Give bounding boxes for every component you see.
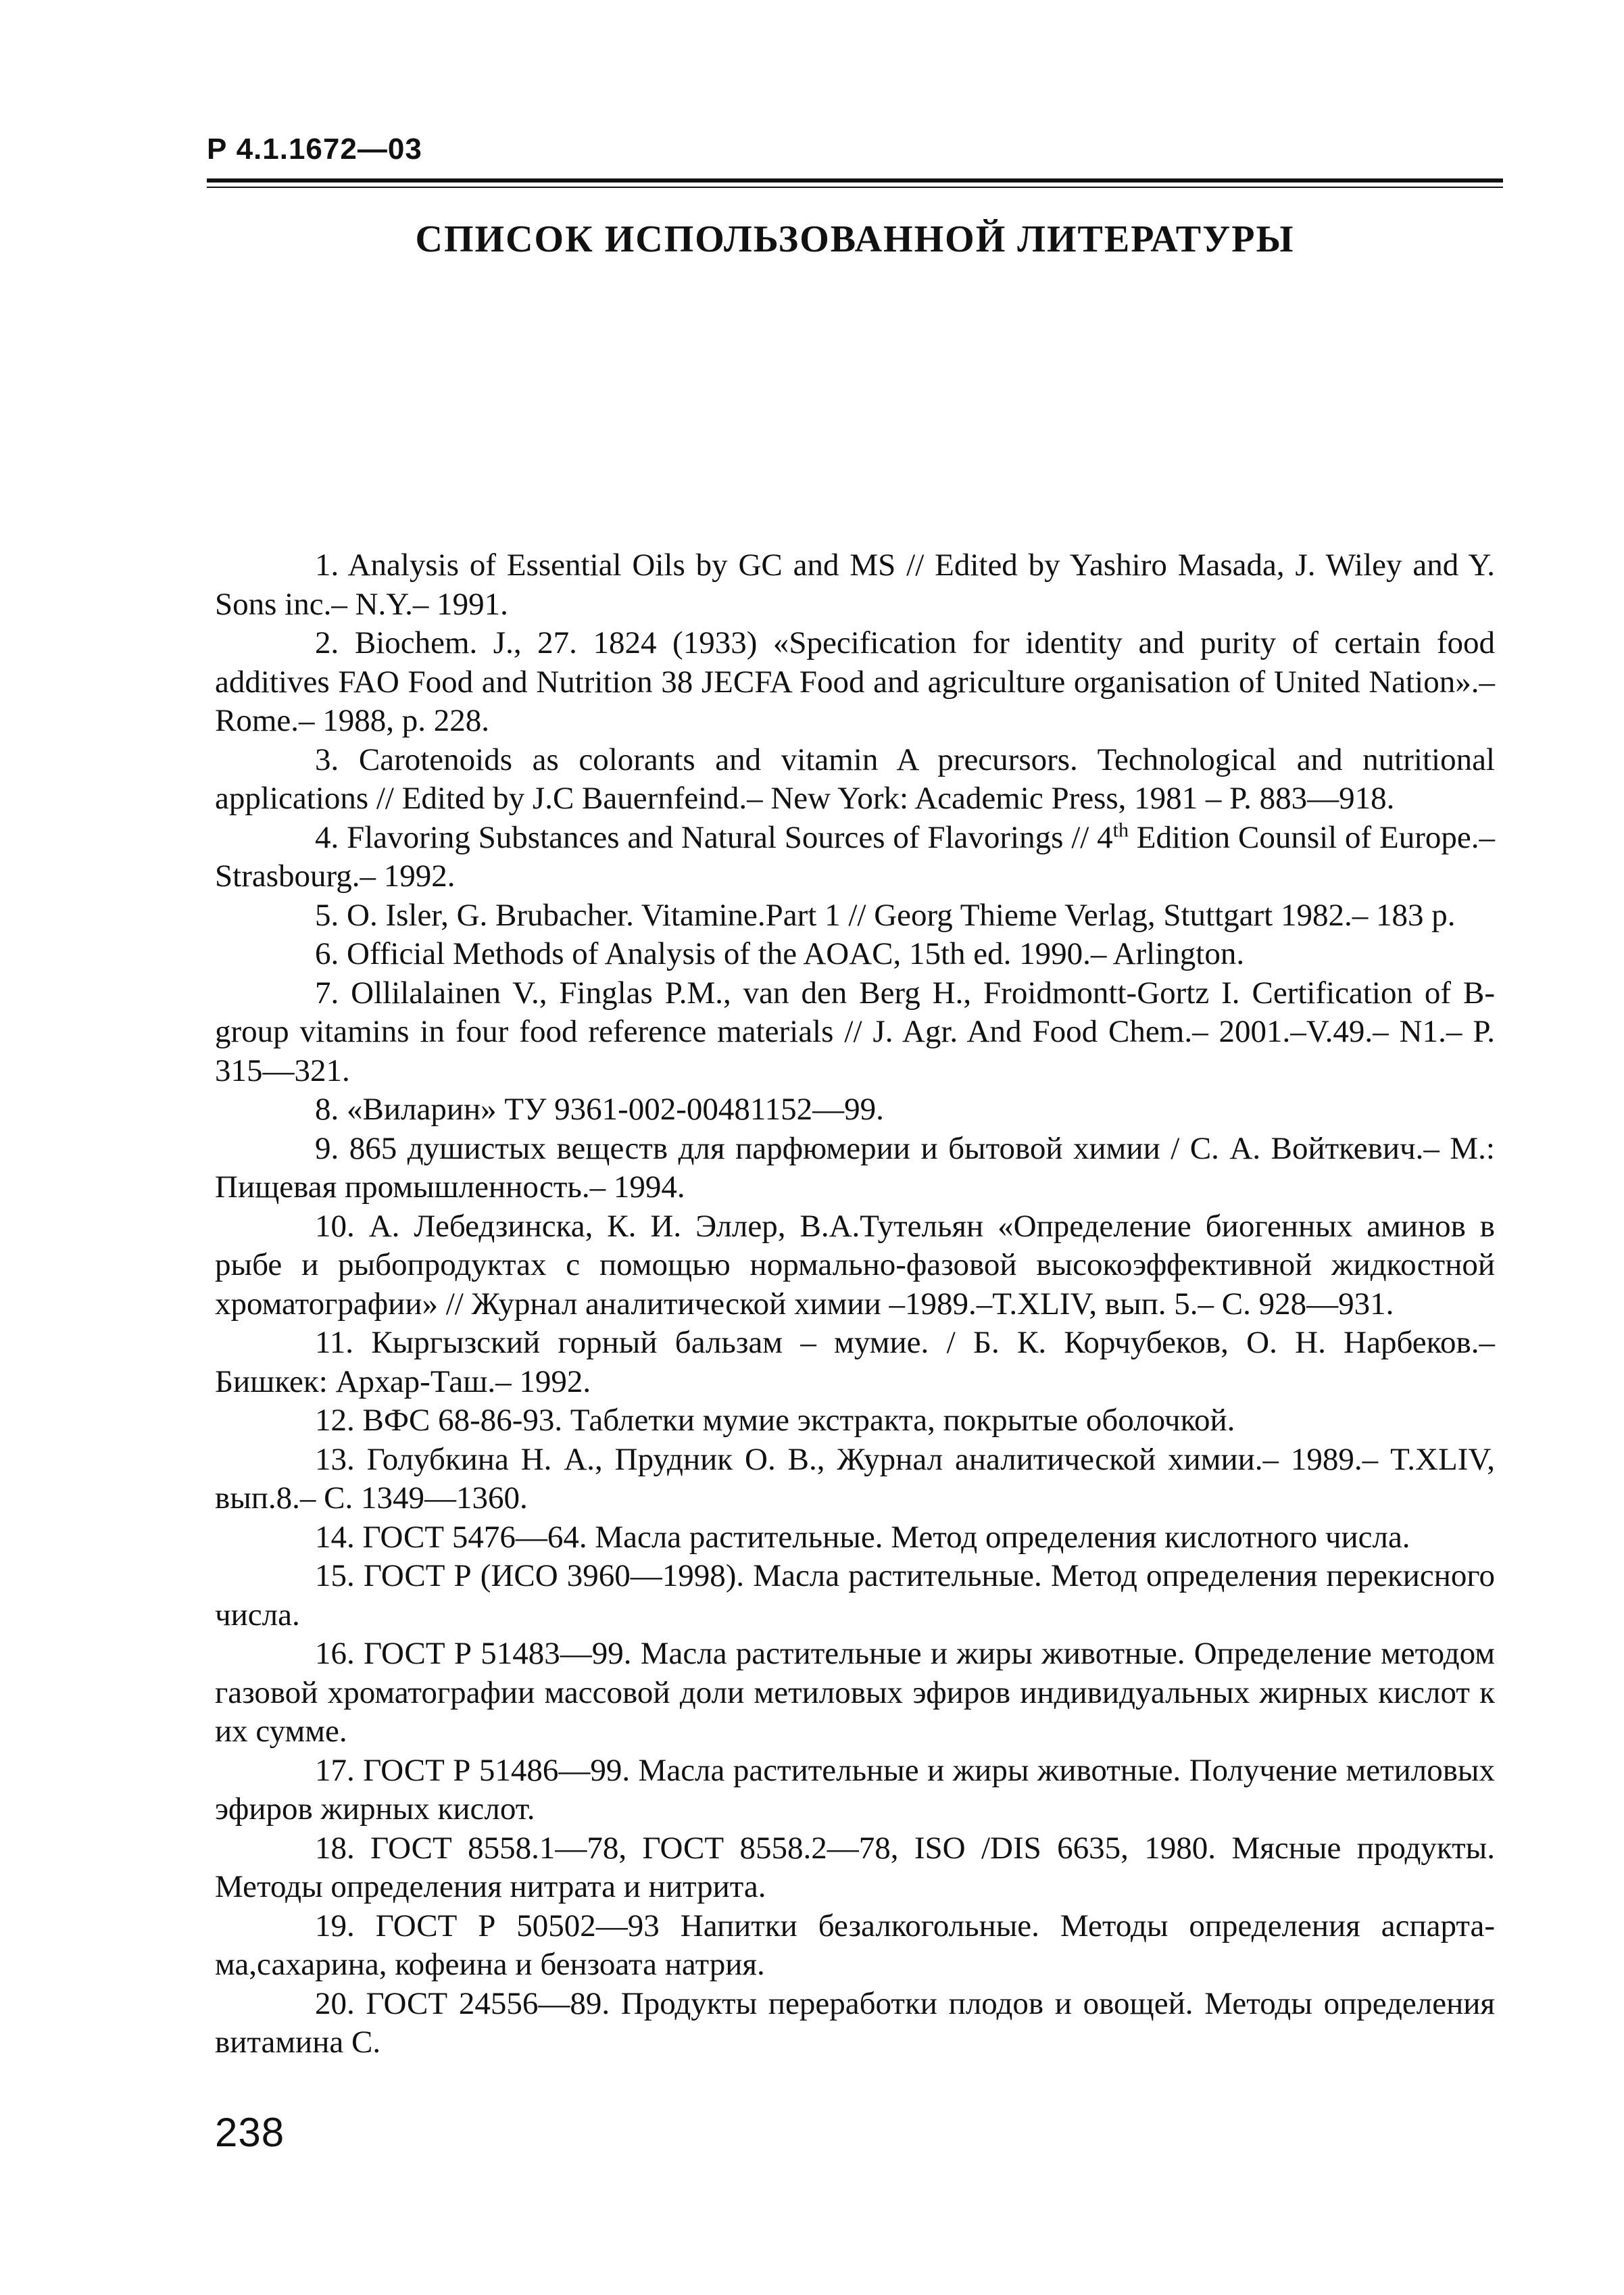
reference-item-18: 18. ГОСТ 8558.1—78, ГОСТ 8558.2—78, ISO /DIS 6635, 1980. Мясные продукты. Методы определения нитрата и нитрита. [215,1830,1495,1904]
reference-item-17: 17. ГОСТ Р 51486—99. Масла растительные и жиры животные. Получение метиловых эфиров жирных кислот. [215,1752,1495,1827]
reference-item-3: 3. Carotenoids as colorants and vitamin A precursors. Technological and nutritional applications // Edited by J.C Bauernfeind.– New York: Academic Press, 1981 – P. 883—918. [215,742,1495,816]
reference-item-8: 8. «Виларин» ТУ 9361-002-00481152—99. [315,1092,884,1127]
page-number: 238 [215,2110,285,2155]
reference-item-20: 20. ГОСТ 24556—89. Продукты переработки плодов и овощей. Методы определения витамина С. [215,1985,1495,2060]
reference-item-19: 19. ГОСТ Р 50502—93 Напитки безалкогольные. Методы определения аспартама,сахарина, кофеина и бензоата натрия. [215,1908,1495,1982]
reference-item-4 [215,819,1495,896]
reference-item-14: 14. ГОСТ 5476—64. Масла растительные. Метод определения кислотного числа. [315,1519,1410,1555]
reference-item-4-text-end: Edition Counsil of Europe.– Strasbourg.– 1992. [215,819,1495,894]
reference-item-2: 2. Biochem. J., 27. 1824 (1933) «Specification for identity and purity of certain food additives FAO Food and Nutrition 38 JECFA Food and agriculture organisation of United Nation».– Rome.– 1988, p. 228. [215,625,1495,738]
reference-item-13: 13. Голубкина Н. А., Прудник О. В., Журнал аналитической химии.– 1989.– T.XLIV, вып.8.– С. 1349—1360. [215,1441,1495,1516]
reference-item-11: 11. Кыргызский горный бальзам – мумие. / Б. К. Корчубеков, О. Н. Нарбеков.– Бишкек: Архар-Таш.– 1992. [215,1325,1495,1399]
page-title: СПИСОК ИСПОЛЬЗОВАННОЙ ЛИТЕРАТУРЫ [415,218,1295,260]
reference-item-10: 10. А. Лебедзинска, К. И. Эллер, В.А.Тутельян «Определение биогенных аминов в рыбе и рыбопродуктах с помощью нормально-фазовой высокоэффективной жидкостной хроматографии» // Журнал аналитической химии –1989.–T.XLIV, вып. 5.– С. 928—931. [215,1208,1495,1322]
reference-item-6: 6. Official Methods of Analysis of the AOAC, 15th ed. 1990.– Arlington. [315,936,1245,971]
reference-item-5: 5. O. Isler, G. Brubacher. Vitamine.Part 1 // Georg Thieme Verlag, Stuttgart 1982.– 183 p. [315,897,1456,933]
reference-item-12: 12. ВФС 68-86-93. Таблетки мумие экстракта, покрытые оболочкой. [315,1403,1235,1438]
header-rule-thick [207,178,1503,183]
reference-item-15: 15. ГОСТ Р (ИСО 3960—1998). Масла растительные. Метод определения перекисного числа. [215,1558,1495,1633]
running-header-doc-code: Р 4.1.1672—03 [207,132,422,166]
reference-item-9: 9. 865 душистых веществ для парфюмерии и бытовой химии / С. А. Войткевич.– М.: Пищевая промышленность.– 1994. [215,1130,1495,1205]
reference-item-4-text: 4. Flavoring Substances and Natural Sources of Flavorings // 4 [315,819,1113,855]
reference-item-4-superscript: th [1112,818,1129,841]
reference-item-7: 7. Ollilalainen V., Finglas P.M., van den Berg H., Froidmontt-Gortz I. Certification of B-group vitamins in four food reference materials // J. Agr. And Food Chem.– 2001.–V.49.– N1.– P. 315—321. [215,975,1495,1088]
header-rule-thin [207,187,1503,188]
reference-item-1: 1. Analysis of Essential Oils by GC and MS // Edited by Yashiro Masada, J. Wiley and Y. Sons inc.– N.Y.– 1991. [215,548,1495,622]
reference-item-16: 16. ГОСТ Р 51483—99. Масла растительные и жиры животные. Определение методом газовой хроматографии массовой доли метиловых эфиров индивидуальных жирных кислот к их сумме. [215,1636,1495,1749]
reference-list [215,546,1495,2062]
